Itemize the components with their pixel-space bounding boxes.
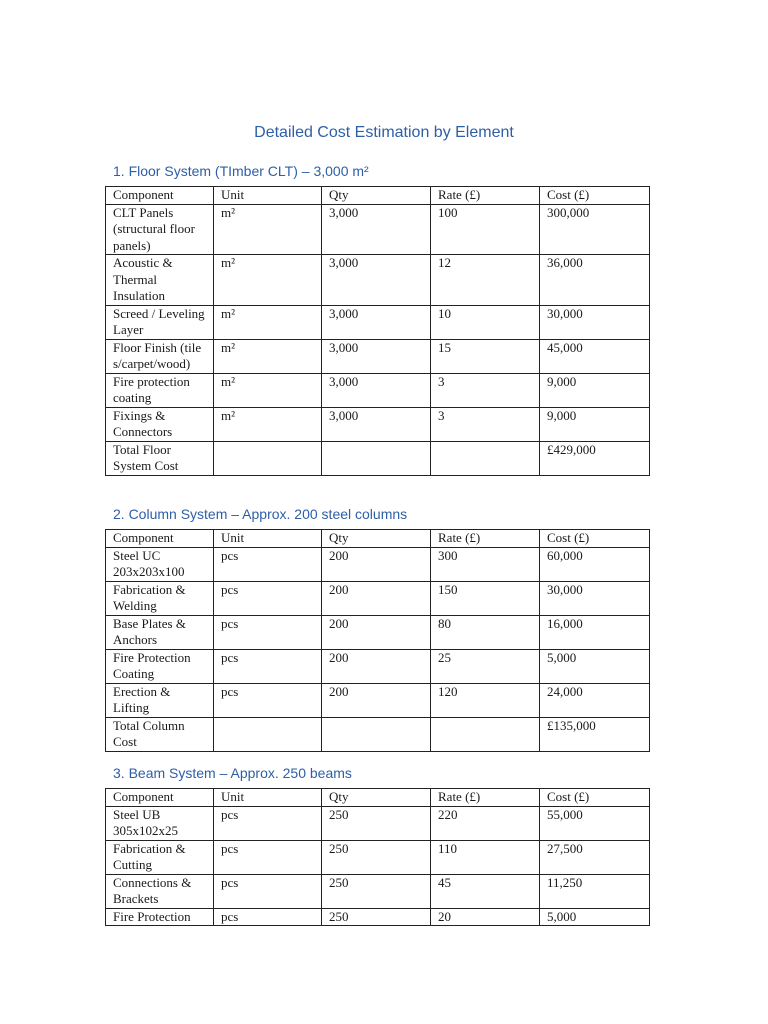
qty-cell: 200: [322, 615, 431, 649]
unit-cell: m²: [214, 339, 322, 373]
component-cell: Fabrication & Cutting: [106, 840, 214, 874]
table-row: [106, 204, 650, 255]
rate-cell: 3: [431, 373, 540, 407]
beam-cost-table: [105, 788, 650, 926]
unit-cell: pcs: [214, 908, 322, 926]
rate-cell: 100: [431, 204, 540, 255]
column-header: Component: [106, 789, 214, 807]
total-cost-cell: £429,000: [540, 441, 650, 475]
section-heading-floor: 1. Floor System (TImber CLT) – 3,000 m²: [113, 163, 369, 179]
qty-cell: 200: [322, 581, 431, 615]
cost-cell: 9,000: [540, 407, 650, 441]
qty-cell: 200: [322, 649, 431, 683]
rate-cell: 12: [431, 255, 540, 306]
unit-cell: pcs: [214, 649, 322, 683]
cost-cell: 27,500: [540, 840, 650, 874]
total-row: [106, 717, 650, 751]
cost-cell: 24,000: [540, 683, 650, 717]
component-cell: Steel UB 305x102x25: [106, 806, 214, 840]
component-cell: Fixings & Connectors: [106, 407, 214, 441]
rate-cell: 10: [431, 305, 540, 339]
unit-cell: pcs: [214, 806, 322, 840]
rate-cell: 220: [431, 806, 540, 840]
unit-cell: pcs: [214, 874, 322, 908]
table-row: [106, 373, 650, 407]
qty-cell: 3,000: [322, 407, 431, 441]
cost-cell: 5,000: [540, 649, 650, 683]
cost-cell: 5,000: [540, 908, 650, 926]
rate-cell: 25: [431, 649, 540, 683]
section-heading-beam: 3. Beam System – Approx. 250 beams: [113, 765, 352, 781]
total-row: [106, 441, 650, 475]
qty-cell: 3,000: [322, 339, 431, 373]
component-cell: Base Plates & Anchors: [106, 615, 214, 649]
table-row: [106, 305, 650, 339]
component-cell: Fire protection coating: [106, 373, 214, 407]
rate-cell: 300: [431, 547, 540, 581]
cost-cell: 9,000: [540, 373, 650, 407]
rate-cell: 150: [431, 581, 540, 615]
table-row: [106, 908, 650, 926]
cost-cell: 36,000: [540, 255, 650, 306]
qty-cell: 3,000: [322, 204, 431, 255]
qty-cell: [322, 717, 431, 751]
component-cell: Erection & Lifting: [106, 683, 214, 717]
component-cell: Fire Protection Coating: [106, 649, 214, 683]
column-header: Rate (£): [431, 789, 540, 807]
column-header: Rate (£): [431, 187, 540, 205]
component-cell: Fabrication & Welding: [106, 581, 214, 615]
qty-cell: 3,000: [322, 255, 431, 306]
page-title: Detailed Cost Estimation by Element: [254, 124, 514, 141]
column-header: Unit: [214, 530, 322, 548]
cost-cell: 45,000: [540, 339, 650, 373]
unit-cell: m²: [214, 407, 322, 441]
qty-cell: 200: [322, 683, 431, 717]
total-cost-cell: £135,000: [540, 717, 650, 751]
table-row: [106, 615, 650, 649]
section-heading-column: 2. Column System – Approx. 200 steel columns: [113, 506, 408, 522]
table-row: [106, 339, 650, 373]
unit-cell: m²: [214, 204, 322, 255]
unit-cell: [214, 717, 322, 751]
floor-cost-table: [105, 186, 650, 476]
rate-cell: 20: [431, 908, 540, 926]
cost-cell: 300,000: [540, 204, 650, 255]
unit-cell: pcs: [214, 581, 322, 615]
table-row: [106, 547, 650, 581]
qty-cell: 250: [322, 874, 431, 908]
component-cell: Acoustic & Thermal Insulation: [106, 255, 214, 306]
column-header: Component: [106, 187, 214, 205]
column-header: Qty: [322, 530, 431, 548]
unit-cell: pcs: [214, 547, 322, 581]
column-header: Component: [106, 530, 214, 548]
table-row: [106, 806, 650, 840]
unit-cell: m²: [214, 305, 322, 339]
column-header: Unit: [214, 789, 322, 807]
component-cell: Floor Finish (tiles/carpet/wood): [106, 339, 214, 373]
component-cell: Total Floor System Cost: [106, 441, 214, 475]
component-cell: Fire Protection: [106, 908, 214, 926]
table-header-row: [106, 789, 650, 807]
cost-cell: 60,000: [540, 547, 650, 581]
table-row: [106, 255, 650, 306]
column-header: Unit: [214, 187, 322, 205]
rate-cell: 120: [431, 683, 540, 717]
component-cell: Connections & Brackets: [106, 874, 214, 908]
unit-cell: pcs: [214, 840, 322, 874]
qty-cell: 250: [322, 840, 431, 874]
cost-cell: 30,000: [540, 305, 650, 339]
table-row: [106, 840, 650, 874]
column-header: Rate (£): [431, 530, 540, 548]
rate-cell: [431, 441, 540, 475]
qty-cell: 200: [322, 547, 431, 581]
table-row: [106, 581, 650, 615]
unit-cell: m²: [214, 255, 322, 306]
table-header-row: [106, 530, 650, 548]
qty-cell: 3,000: [322, 305, 431, 339]
rate-cell: [431, 717, 540, 751]
column-header: Qty: [322, 789, 431, 807]
qty-cell: 3,000: [322, 373, 431, 407]
cost-cell: 11,250: [540, 874, 650, 908]
cost-cell: 16,000: [540, 615, 650, 649]
unit-cell: pcs: [214, 683, 322, 717]
rate-cell: 15: [431, 339, 540, 373]
unit-cell: m²: [214, 373, 322, 407]
column-cost-table: [105, 529, 650, 752]
component-cell: Steel UC 203x203x100: [106, 547, 214, 581]
column-header: Qty: [322, 187, 431, 205]
unit-cell: [214, 441, 322, 475]
rate-cell: 3: [431, 407, 540, 441]
component-cell: Screed / Leveling Layer: [106, 305, 214, 339]
cost-cell: 55,000: [540, 806, 650, 840]
rate-cell: 110: [431, 840, 540, 874]
unit-cell: pcs: [214, 615, 322, 649]
table-row: [106, 874, 650, 908]
column-header: Cost (£): [540, 789, 650, 807]
table-row: [106, 407, 650, 441]
cost-cell: 30,000: [540, 581, 650, 615]
table-header-row: [106, 187, 650, 205]
table-row: [106, 649, 650, 683]
qty-cell: 250: [322, 908, 431, 926]
component-cell: Total Column Cost: [106, 717, 214, 751]
rate-cell: 45: [431, 874, 540, 908]
component-cell: CLT Panels (structural floor panels): [106, 204, 214, 255]
column-header: Cost (£): [540, 530, 650, 548]
rate-cell: 80: [431, 615, 540, 649]
column-header: Cost (£): [540, 187, 650, 205]
qty-cell: [322, 441, 431, 475]
qty-cell: 250: [322, 806, 431, 840]
table-row: [106, 683, 650, 717]
